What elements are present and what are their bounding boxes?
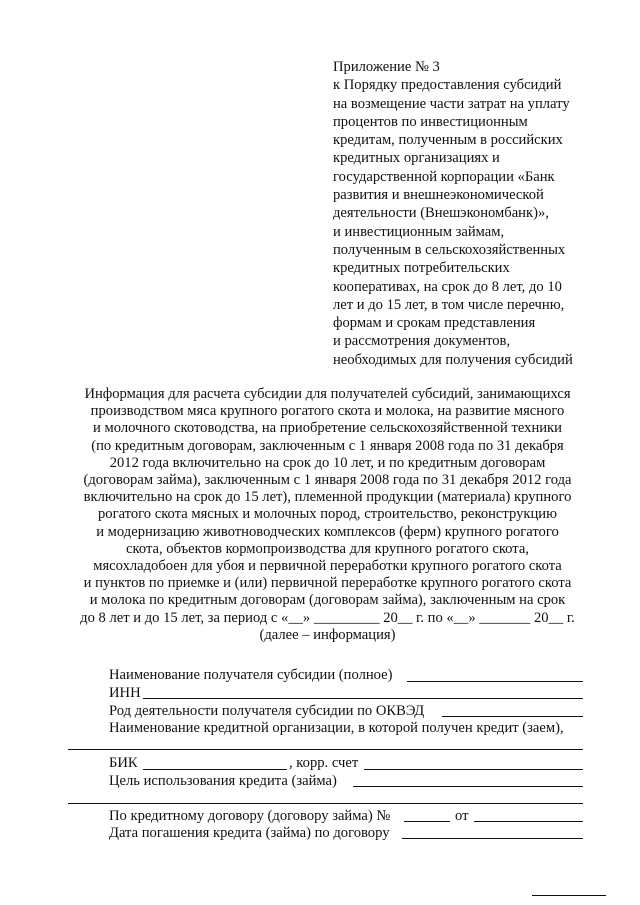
appendix-line: деятельности (Внешэкономбанк)», [333, 205, 549, 222]
recipient-name-line[interactable] [407, 681, 583, 682]
appendix-line: государственной корпорации «Банк [333, 168, 555, 185]
contract-date-line[interactable] [474, 821, 583, 822]
credit-org-label: Наименование кредитной организации, в которой получен кредит (заем), [109, 720, 564, 736]
appendix-line: необходимых для получения субсидий [333, 351, 573, 368]
info-line: и модернизацию животноводческих комплексов (ферм) крупного рогатого [96, 523, 559, 540]
bik-label: БИК [109, 755, 138, 771]
appendix-line: кредитам, полученным в российских [333, 132, 563, 149]
info-line: скота, объектов кормопроизводства для крупного рогатого скота, [126, 540, 529, 557]
repayment-label: Дата погашения кредита (займа) по договору [109, 825, 390, 841]
appendix-line: процентов по инвестиционным [333, 113, 528, 130]
info-line: Информация для расчета субсидии для получателей субсидий, занимающихся [84, 386, 571, 402]
info-line: и пунктов по приемке и (или) первичной переработке крупного рогатого скота [83, 575, 572, 592]
info-line: (по кредитным договорам, заключенным с 1 января 2008 года по 31 декабря [91, 437, 564, 454]
contract-label: По кредитному договору (договору займа) № [109, 808, 391, 824]
footer-rule [532, 895, 606, 896]
inn-line[interactable] [143, 698, 583, 699]
appendix-line: на возмещение части затрат на уплату [333, 95, 570, 112]
credit-org-line[interactable] [68, 749, 583, 750]
appendix-line: формам и срокам представления [333, 315, 536, 332]
corr-account-label: , корр. счет [289, 755, 359, 771]
appendix-line: полученным в сельскохозяйственных [333, 241, 566, 258]
info-line: 2012 года включительно на срок до 10 лет, и по кредитным договорам [109, 454, 546, 471]
purpose-line-2[interactable] [68, 803, 583, 804]
appendix-line: развития и внешнеэкономической [333, 187, 544, 204]
repayment-line[interactable] [402, 838, 583, 839]
information-title [50, 386, 605, 644]
appendix-line: к Порядку предоставления субсидий [333, 77, 562, 94]
from-label: от [455, 808, 469, 824]
info-line: включительно на срок до 15 лет), племенной продукции (материала) крупного [83, 489, 572, 506]
appendix-line: лет и до 15 лет, в том числе перечню, [333, 296, 565, 313]
activity-label: Род деятельности получателя субсидии по ОКВЭД [109, 703, 425, 719]
inn-label: ИНН [109, 685, 141, 701]
appendix-line: кооперативах, на срок до 8 лет, до 10 [333, 278, 562, 295]
appendix-line: и инвестиционным займам, [333, 223, 505, 240]
purpose-label: Цель использования кредита (займа) [109, 773, 337, 789]
contract-number-line[interactable] [404, 821, 450, 822]
info-line: и молока по кредитным договорам (договорам займа), заключенным на срок [89, 592, 566, 609]
info-line: до 8 лет и до 15 лет, за период с «__» _________ 20__ г. по «__» _______ 20__ г. [80, 609, 575, 626]
appendix-line: кредитных организациях и [333, 150, 500, 167]
corr-account-line[interactable] [364, 769, 583, 770]
recipient-name-label: Наименование получателя субсидии (полное) [109, 667, 393, 683]
info-line: и молочного скотоводства, на приобретение сельскохозяйственной техники [93, 420, 562, 437]
info-line: (договорам займа), заключенным с 1 января 2008 года по 31 декабря 2012 года [83, 472, 572, 489]
info-line: (далее – информация) [259, 626, 396, 643]
appendix-line: и рассмотрения документов, [333, 333, 511, 350]
bik-line[interactable] [143, 769, 287, 770]
info-line: производством мяса крупного рогатого скота и молока, на развитие мясного [90, 403, 565, 420]
appendix-header [333, 58, 623, 369]
appendix-line: кредитных потребительских [333, 260, 510, 277]
info-line: мясохладобоен для убоя и первичной переработки крупного рогатого скота [93, 558, 562, 575]
purpose-line[interactable] [353, 786, 583, 787]
activity-line[interactable] [442, 716, 583, 717]
appendix-line: Приложение № 3 [333, 59, 440, 75]
info-line: рогатого скота мясных и молочных пород, строительство, реконструкцию [98, 506, 557, 523]
